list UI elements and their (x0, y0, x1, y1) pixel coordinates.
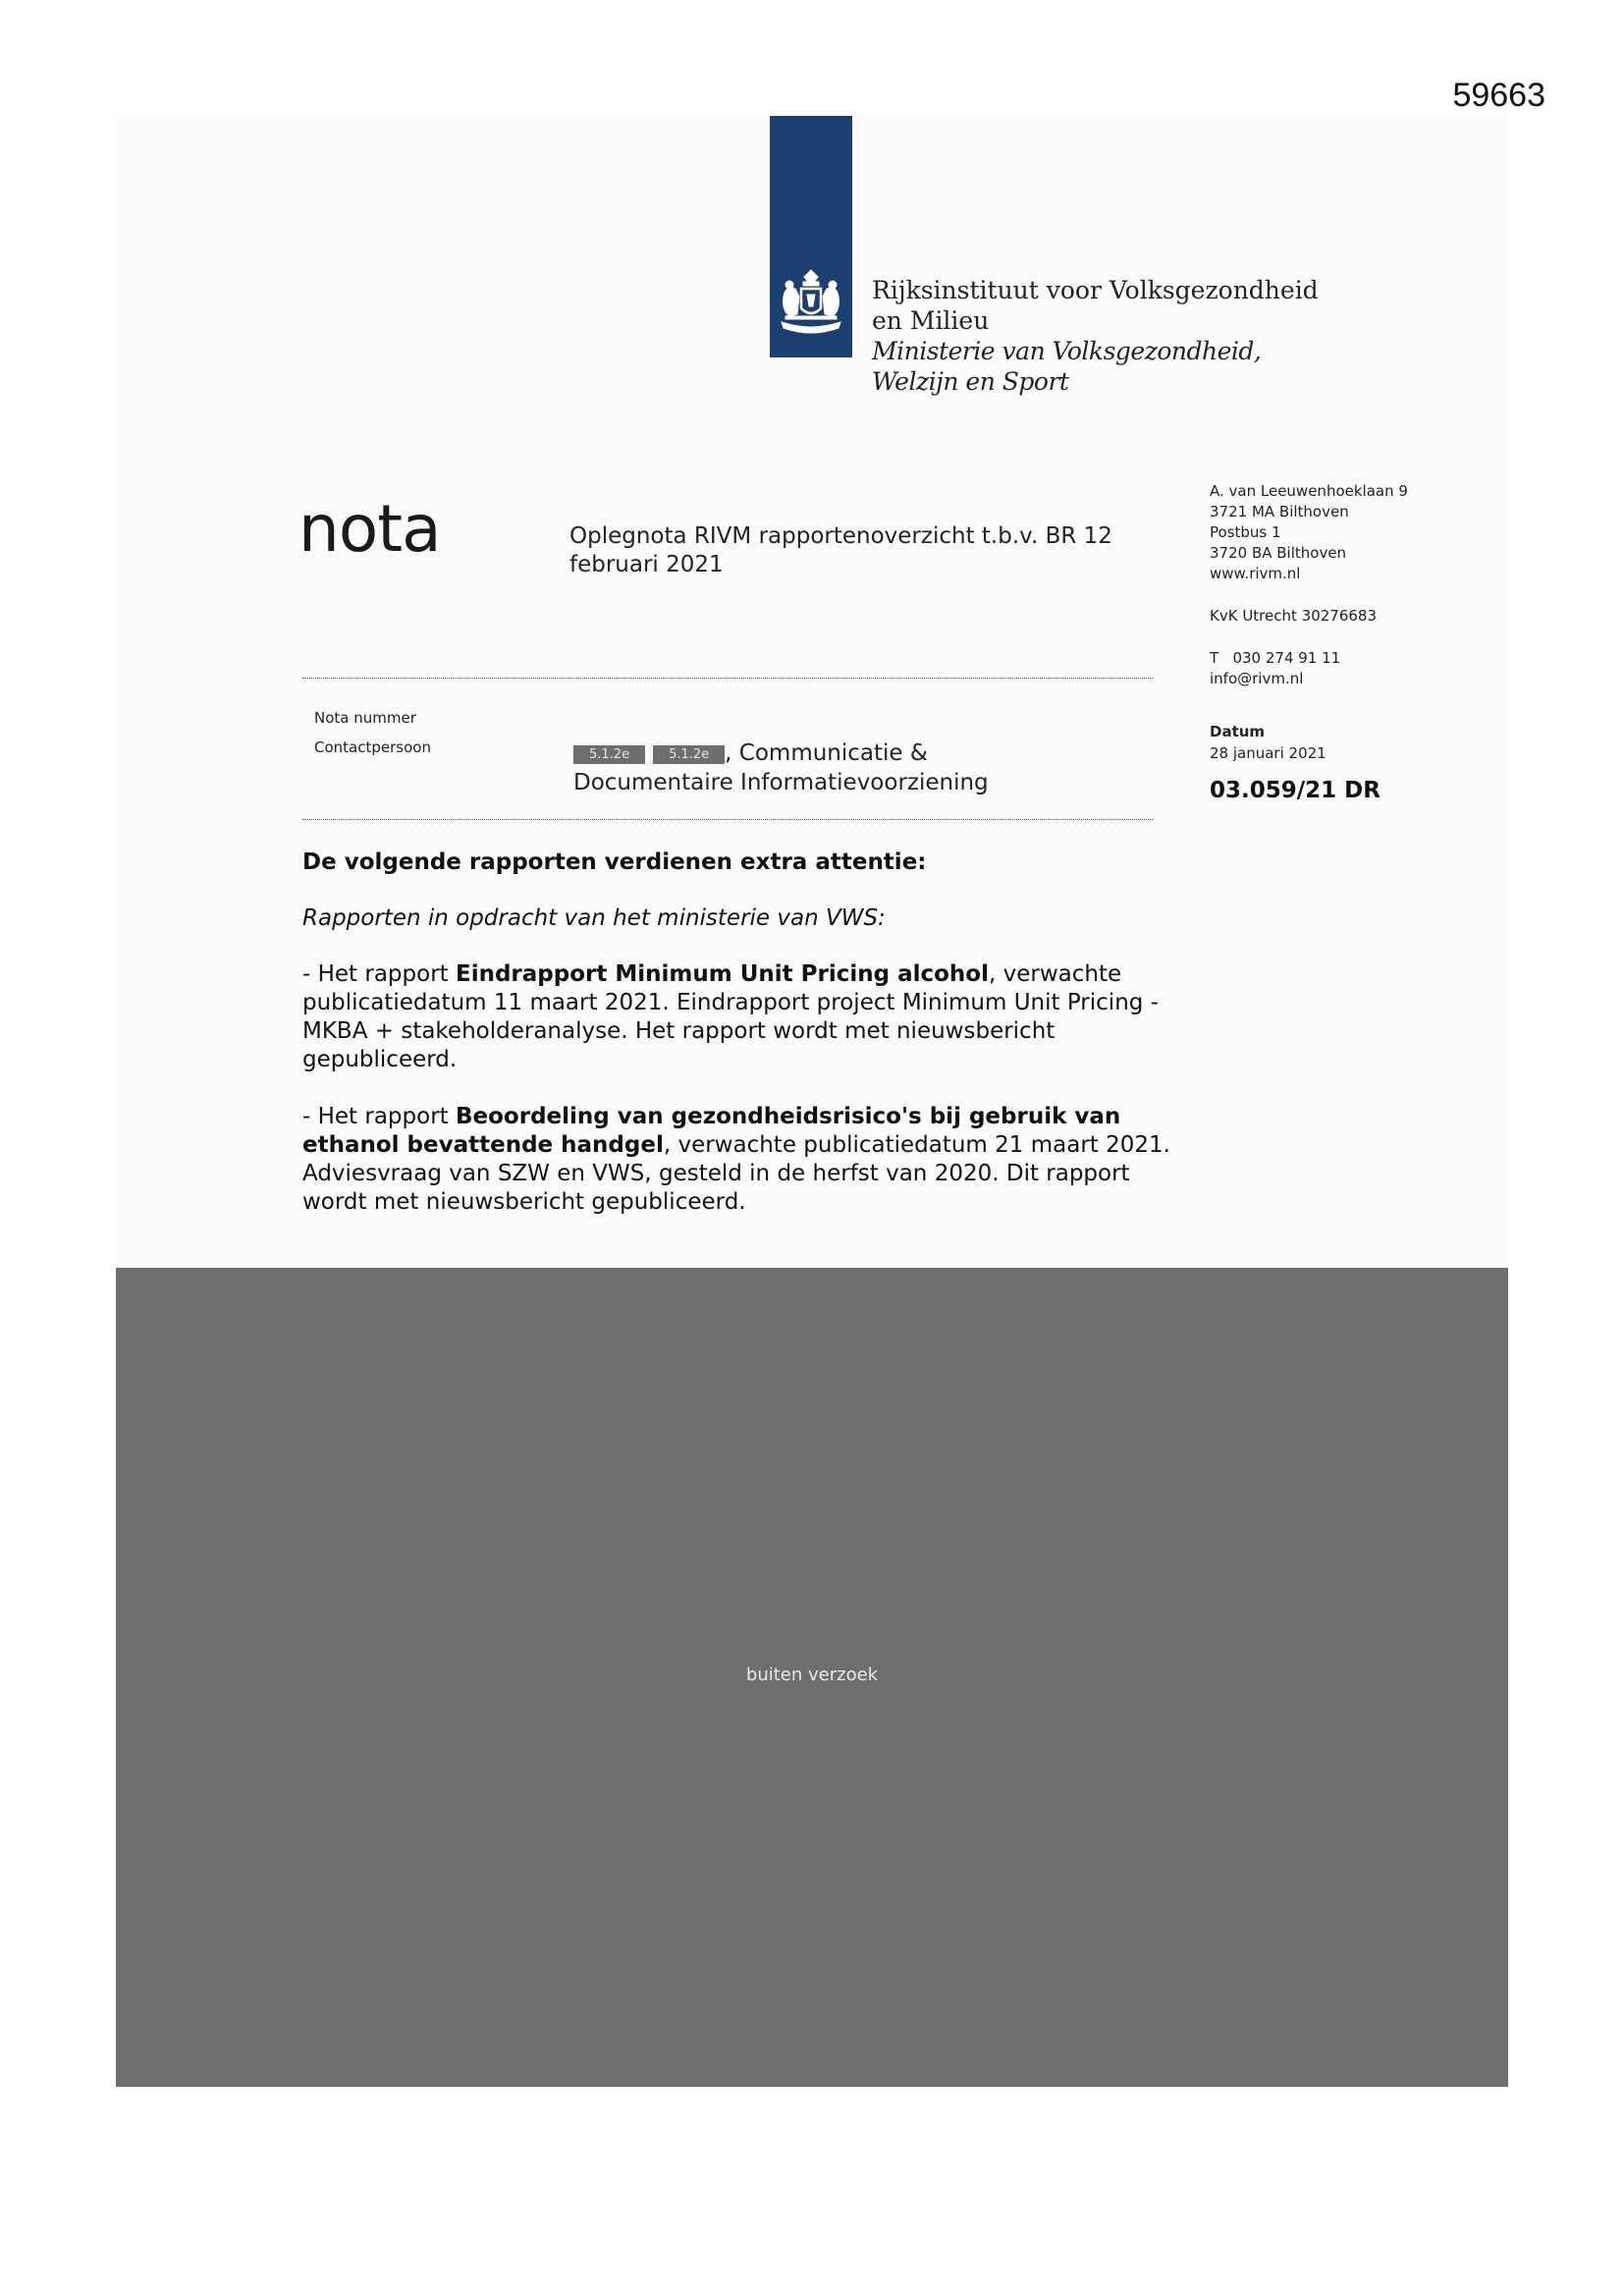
report-item-1-prefix: - Het rapport (302, 961, 456, 987)
datum-value: 28 januari 2021 (1210, 744, 1326, 762)
divider-top (302, 678, 1153, 679)
rijksoverheid-logo (770, 116, 852, 357)
report-item-2-text: , verwachte publicatiedatum 21 maart 2021. Adviesvraag van SZW en VWS, gesteld in de herfst van 2020. Dit rapport wordt met nieuwsbericht gepubliceerd. (302, 1132, 1170, 1215)
contact-line-1 (573, 738, 989, 768)
address-kvk: KvK Utrecht 30276683 (1210, 607, 1377, 625)
contactpersoon-label: Contactpersoon (314, 738, 431, 756)
address-postbus: Postbus 1 (1210, 523, 1281, 541)
report-item-2-prefix: - Het rapport (302, 1104, 456, 1129)
report-item-2 (302, 1103, 1186, 1217)
redaction-box-1: 5.1.2e (573, 745, 645, 764)
contact-department: , Communicatie & (725, 740, 928, 766)
redacted-section (116, 1268, 1508, 2087)
address-phone: T 030 274 91 11 (1210, 649, 1341, 667)
nota-nummer-label: Nota nummer (314, 709, 416, 727)
contact-line-2: Documentaire Informatievoorziening (573, 770, 989, 795)
datum-label: Datum (1210, 723, 1266, 740)
report-item-1 (302, 960, 1186, 1074)
organization-line-2: en Milieu (872, 306, 990, 335)
redaction-box-2: 5.1.2e (653, 745, 725, 764)
document-number: 59663 (1452, 77, 1545, 114)
address-postbus-city: 3720 BA Bilthoven (1210, 544, 1347, 562)
organization-line-1: Rijksinstituut voor Volksgezondheid (872, 276, 1319, 304)
subject-line-1: Oplegnota RIVM rapportenoverzicht t.b.v. BR 12 (569, 523, 1112, 549)
ministry-line-2: Welzijn en Sport (872, 367, 1069, 396)
nota-title: nota (298, 491, 441, 567)
crest-icon (776, 267, 846, 342)
report-item-1-title: Eindrapport Minimum Unit Pricing alcohol (456, 961, 989, 987)
address-website: www.rivm.nl (1210, 565, 1301, 582)
organization-name (872, 275, 1319, 397)
report-item-1-text: , verwachte publicatiedatum 11 maart 2021. Eindrapport project Minimum Unit Pricing - MKBA + stakeholderanalyse. Het rapport wordt met nieuwsbericht gepubliceerd. (302, 961, 1159, 1072)
nota-subject (569, 522, 1178, 579)
body-heading: De volgende rapporten verdienen extra attentie: (302, 849, 927, 875)
body-text (302, 848, 1186, 1245)
ministry-line-1: Ministerie van Volksgezondheid, (872, 337, 1262, 365)
report-item-2-title: Beoordeling van gezondheidsrisico's bij gebruik van ethanol bevattende handgel (302, 1104, 1121, 1158)
body-intro: Rapporten in opdracht van het ministerie van VWS: (302, 905, 886, 931)
address-email: info@rivm.nl (1210, 670, 1304, 687)
divider-bottom (302, 819, 1153, 820)
address-block (1210, 481, 1408, 689)
redacted-section-label: buiten verzoek (745, 1665, 879, 1685)
subject-line-2: februari 2021 (569, 552, 724, 577)
contact-person (573, 738, 989, 797)
address-street: A. van Leeuwenhoeklaan 9 (1210, 482, 1408, 500)
address-postal-city: 3721 MA Bilthoven (1210, 503, 1349, 520)
reference-number: 03.059/21 DR (1210, 778, 1380, 803)
